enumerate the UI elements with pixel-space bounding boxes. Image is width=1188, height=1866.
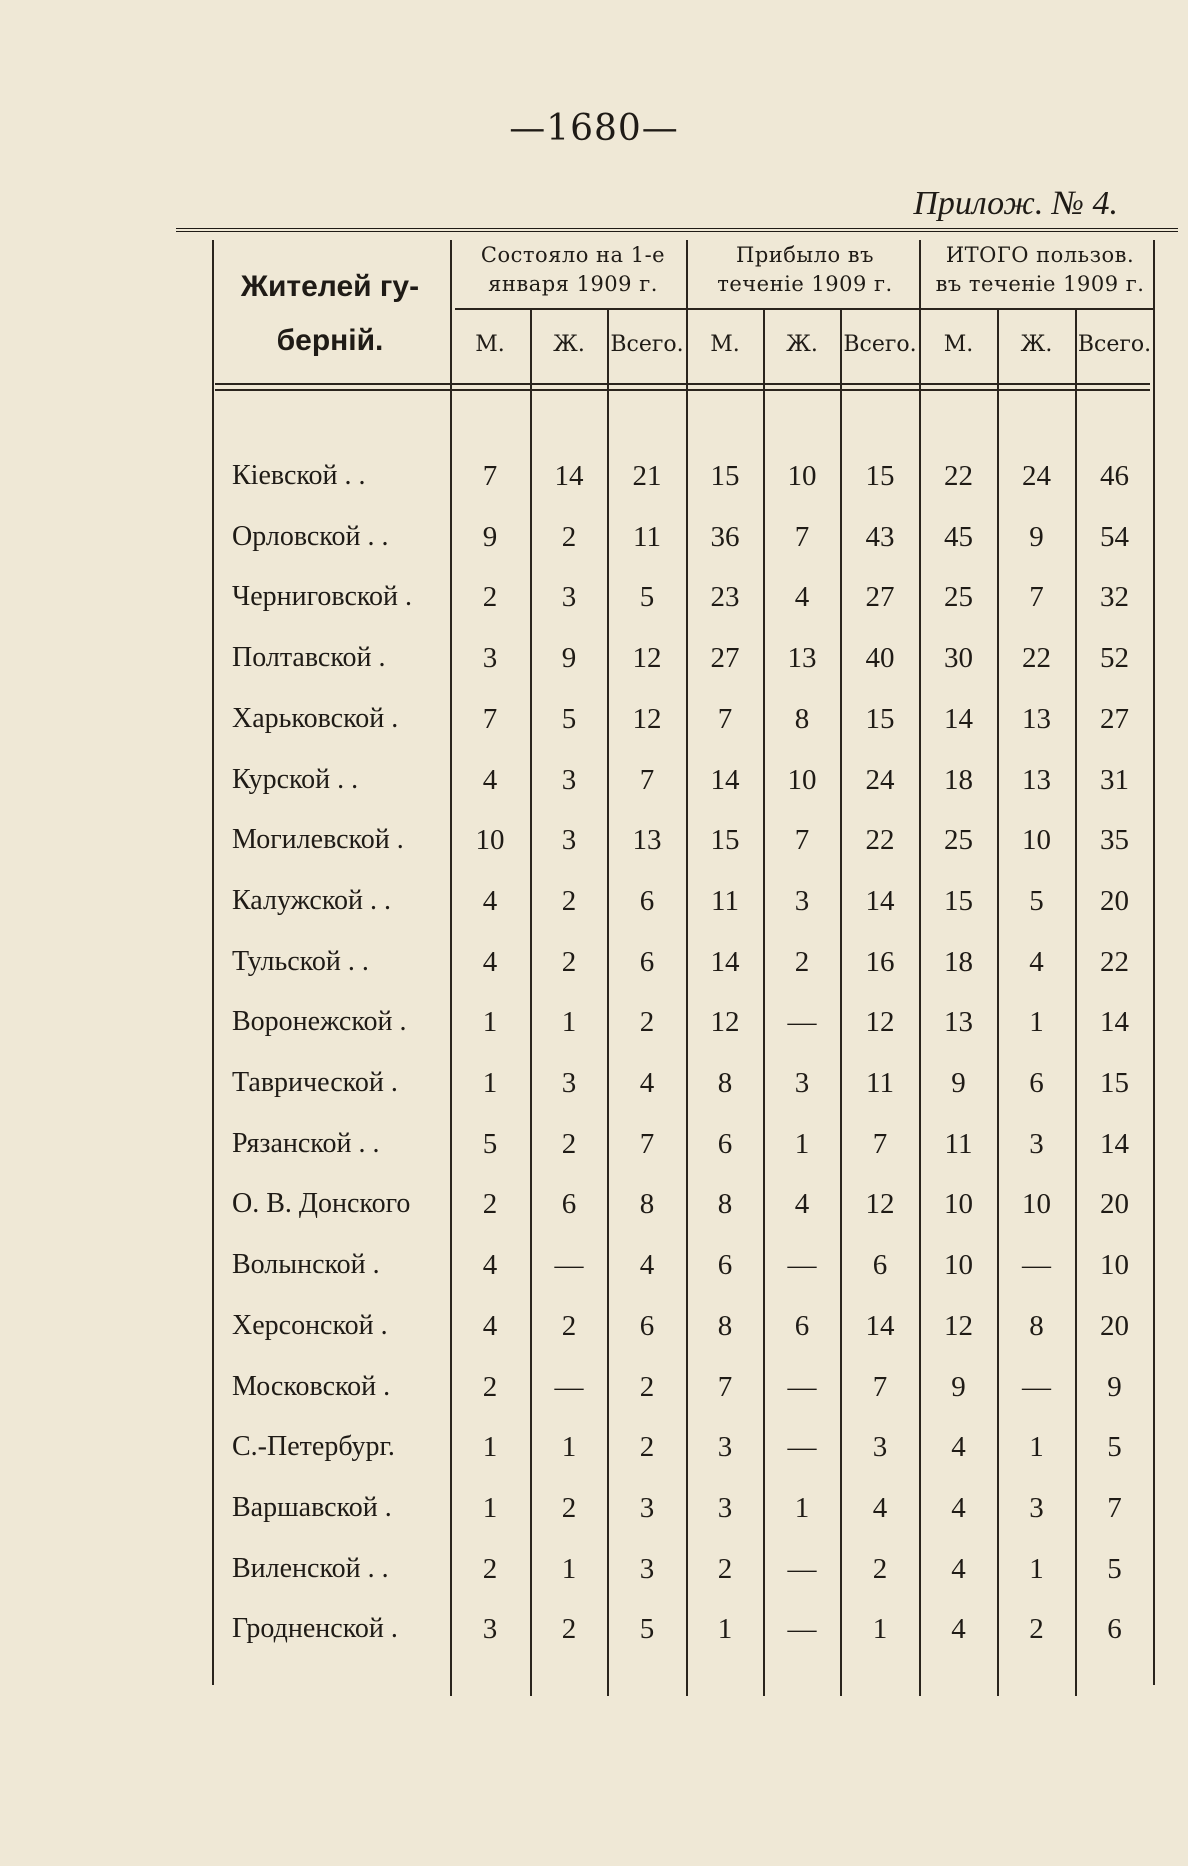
table-cell: 54 (1100, 521, 1129, 553)
table-cell: 14 (1100, 1006, 1129, 1038)
column-divider (607, 310, 609, 1696)
subheader-zh: Ж. (553, 332, 585, 357)
table-cell: 14 (865, 1310, 895, 1342)
table-cell: 4 (482, 1310, 498, 1342)
table-cell: 1 (482, 1006, 498, 1038)
table-cell: 8 (717, 1067, 733, 1099)
table-left-border (212, 240, 214, 1685)
table-cell: 1 (482, 1492, 498, 1524)
subheader-zh: Ж. (1020, 332, 1053, 357)
table-cell: 27 (865, 581, 895, 613)
table-cell: 3 (561, 1067, 577, 1099)
table-cell: 4 (951, 1553, 966, 1585)
table-cell: 40 (865, 642, 895, 674)
table-right-border (1153, 240, 1155, 1685)
table-cell: 16 (865, 946, 895, 978)
table-cell: 1 (872, 1613, 888, 1645)
table-cell: 2 (561, 521, 577, 553)
table-cell: 4 (482, 1249, 498, 1281)
row-name: Черниговской . (232, 581, 413, 612)
table-cell: 9 (1029, 521, 1044, 553)
table-cell: 25 (944, 824, 973, 856)
table-cell: 3 (482, 642, 498, 674)
table-cell: 1 (561, 1553, 577, 1585)
table-cell: 4 (794, 1188, 810, 1220)
table-cell: 2 (872, 1553, 888, 1585)
table-cell: 10 (787, 460, 817, 492)
table-cell: 7 (794, 521, 810, 553)
table-cell: 6 (717, 1249, 733, 1281)
table-cell: 9 (482, 521, 498, 553)
table-cell: 3 (639, 1553, 655, 1585)
table-cell: 7 (794, 824, 810, 856)
table-cell: 1 (482, 1431, 498, 1463)
table-cell: 15 (710, 460, 740, 492)
table-cell: 30 (944, 642, 973, 674)
top-rule (176, 228, 1178, 232)
table-cell: 8 (1029, 1310, 1044, 1342)
table-cell: 4 (794, 581, 810, 613)
table-cell: 5 (482, 1128, 498, 1160)
table-cell: 3 (482, 1613, 498, 1645)
table-cell: 9 (951, 1371, 966, 1403)
table-cell: 15 (944, 885, 973, 917)
table-cell: 3 (1029, 1128, 1044, 1160)
table-cell: 14 (554, 460, 584, 492)
table-cell: 10 (475, 824, 505, 856)
subheader-m: М. (475, 332, 505, 357)
column-divider (997, 310, 999, 1696)
table-cell: 43 (865, 521, 895, 553)
subheader-total: Всего. (610, 332, 684, 357)
table-cell: — (787, 1613, 817, 1645)
table-cell: 27 (1100, 703, 1129, 735)
row-name: Орловской . . (232, 521, 389, 552)
table-cell: 1 (717, 1613, 733, 1645)
row-name: Могилевской . (232, 824, 404, 855)
table-cell: 7 (1029, 581, 1044, 613)
table-cell: 8 (717, 1310, 733, 1342)
table-cell: 2 (1029, 1613, 1044, 1645)
table-cell: 4 (1029, 946, 1044, 978)
table-cell: 2 (561, 1310, 577, 1342)
table-cell: 5 (561, 703, 577, 735)
table-cell: 7 (482, 703, 498, 735)
table-cell: — (1022, 1249, 1051, 1281)
row-name: Московской . (232, 1371, 391, 1402)
table-cell: — (787, 1249, 817, 1281)
table-cell: 15 (710, 824, 740, 856)
subheader-m: М. (710, 332, 740, 357)
table-cell: 10 (1022, 1188, 1051, 1220)
group-title-arrived: Прибыло въ теченіе 1909 г. (717, 243, 893, 296)
row-name: Гродненской . (232, 1613, 398, 1644)
row-name: Калужской . . (232, 885, 392, 916)
table-cell: 32 (1100, 581, 1129, 613)
column-divider (763, 310, 765, 1696)
table-cell: 14 (865, 885, 895, 917)
group-title-total: ИТОГО пользов. въ теченіе 1909 г. (935, 243, 1145, 296)
table-cell: 13 (1022, 764, 1051, 796)
table-cell: 6 (872, 1249, 888, 1281)
table-cell: 5 (1107, 1553, 1122, 1585)
table-cell: 11 (944, 1128, 973, 1160)
row-name: Таврической . (232, 1067, 398, 1098)
table-cell: 8 (639, 1188, 655, 1220)
table-cell: 3 (794, 1067, 810, 1099)
table-cell: 22 (944, 460, 973, 492)
row-name: Херсонской . (232, 1310, 388, 1341)
appendix-label: Прилож. № 4. (913, 185, 1118, 222)
table-cell: 3 (717, 1431, 733, 1463)
table-cell: 3 (639, 1492, 655, 1524)
table-cell: 13 (1022, 703, 1051, 735)
table-cell: 22 (1100, 946, 1129, 978)
table-cell: 5 (639, 581, 655, 613)
table-cell: 18 (944, 946, 973, 978)
table-cell: 7 (639, 764, 655, 796)
subheader-total: Всего. (843, 332, 917, 357)
table-cell: 31 (1100, 764, 1129, 796)
table-cell: 10 (787, 764, 817, 796)
group-title-existing: Состояло на 1-е января 1909 г. (480, 243, 666, 296)
table-cell: 4 (639, 1249, 655, 1281)
table-cell: 13 (944, 1006, 973, 1038)
table-cell: 24 (865, 764, 895, 796)
table-cell: 35 (1100, 824, 1129, 856)
table-cell: 23 (710, 581, 740, 613)
table-cell: 3 (561, 764, 577, 796)
table-cell: 9 (1107, 1371, 1122, 1403)
table-cell: 6 (1029, 1067, 1044, 1099)
subheader-total: Всего. (1077, 332, 1152, 357)
table-cell: 2 (639, 1431, 655, 1463)
table-cell: 4 (951, 1613, 966, 1645)
table-cell: 7 (872, 1128, 888, 1160)
table-cell: 12 (865, 1188, 895, 1220)
table-cell: 36 (710, 521, 740, 553)
table-cell: 14 (710, 764, 740, 796)
table-cell: 8 (717, 1188, 733, 1220)
table-cell: 7 (872, 1371, 888, 1403)
table-cell: — (787, 1006, 817, 1038)
row-name: Кіевской . . (232, 460, 366, 491)
table-cell: 4 (951, 1431, 966, 1463)
table-cell: 2 (561, 1613, 577, 1645)
table-cell: 12 (710, 1006, 740, 1038)
row-name: С.-Петербург. (232, 1431, 395, 1462)
table-cell: 6 (717, 1128, 733, 1160)
table-cell: 52 (1100, 642, 1129, 674)
table-cell: 21 (632, 460, 662, 492)
table-cell: 2 (639, 1006, 655, 1038)
table-cell: — (787, 1431, 817, 1463)
table-cell: 20 (1100, 1188, 1129, 1220)
table-cell: 10 (1100, 1249, 1129, 1281)
table-cell: 3 (561, 824, 577, 856)
table-cell: 1 (1029, 1553, 1044, 1585)
table-cell: 5 (639, 1613, 655, 1645)
table-cell: 2 (482, 1371, 498, 1403)
table-cell: 2 (561, 885, 577, 917)
table-cell: — (787, 1553, 817, 1585)
table-cell: 13 (787, 642, 817, 674)
table-cell: 6 (794, 1310, 810, 1342)
table-cell: 18 (944, 764, 973, 796)
table-cell: 7 (717, 1371, 733, 1403)
subheader-zh: Ж. (786, 332, 818, 357)
row-name: Тульской . . (232, 946, 369, 977)
table-cell: 2 (561, 1128, 577, 1160)
table-cell: 25 (944, 581, 973, 613)
table-cell: 1 (794, 1128, 810, 1160)
table-cell: 2 (561, 946, 577, 978)
table-cell: 10 (944, 1249, 973, 1281)
table-cell: 10 (1022, 824, 1051, 856)
table-cell: 2 (561, 1492, 577, 1524)
table-cell: 3 (872, 1431, 888, 1463)
table-cell: 1 (794, 1492, 810, 1524)
table-cell: 2 (794, 946, 810, 978)
table-cell: 7 (717, 703, 733, 735)
row-name: Варшавской . (232, 1492, 392, 1523)
table-cell: 20 (1100, 1310, 1129, 1342)
table-cell: 45 (944, 521, 973, 553)
row-name: Рязанской . . (232, 1128, 380, 1159)
table-cell: 1 (561, 1431, 577, 1463)
table-cell: 6 (639, 946, 655, 978)
table-cell: 3 (717, 1492, 733, 1524)
table-cell: 46 (1100, 460, 1129, 492)
table-cell: 9 (561, 642, 577, 674)
table-cell: 15 (865, 703, 895, 735)
table-cell: 4 (482, 885, 498, 917)
table-cell: 12 (944, 1310, 973, 1342)
table-cell: 4 (482, 946, 498, 978)
table-cell: 6 (561, 1188, 577, 1220)
table-cell: 1 (1029, 1431, 1044, 1463)
table-cell: 4 (872, 1492, 888, 1524)
table-cell: 24 (1022, 460, 1051, 492)
table-cell: 12 (632, 703, 662, 735)
row-name: Воронежской . (232, 1006, 407, 1037)
table-cell: 22 (865, 824, 895, 856)
row-name: Полтавской . (232, 642, 386, 673)
table-cell: 10 (944, 1188, 973, 1220)
table-cell: 2 (639, 1371, 655, 1403)
column-divider (1075, 310, 1077, 1696)
table-cell: 3 (561, 581, 577, 613)
table-cell: 20 (1100, 885, 1129, 917)
table-cell: 14 (944, 703, 973, 735)
table-cell: 2 (482, 1553, 498, 1585)
table-cell: 15 (865, 460, 895, 492)
table-cell: 6 (639, 885, 655, 917)
group-underline (455, 308, 1155, 310)
table-cell: 15 (1100, 1067, 1129, 1099)
row-header: Жителей гу- берній. (240, 270, 420, 357)
table-cell: 2 (482, 1188, 498, 1220)
row-name: Харьковской . (232, 703, 399, 734)
table-cell: 12 (632, 642, 662, 674)
row-name: Волынской . (232, 1249, 380, 1280)
table-cell: 7 (1107, 1492, 1122, 1524)
table-cell: 11 (711, 885, 739, 917)
page-number: —1680— (509, 108, 679, 149)
header-rule (215, 383, 1150, 385)
table-cell: 27 (710, 642, 740, 674)
table-cell: 2 (717, 1553, 733, 1585)
row-name: Виленской . . (232, 1553, 389, 1584)
table-cell: 8 (794, 703, 810, 735)
row-name: Курской . . (232, 764, 359, 795)
table-cell: 4 (482, 764, 498, 796)
table-cell: 6 (1107, 1613, 1122, 1645)
table-cell: 3 (794, 885, 810, 917)
table-cell: 7 (482, 460, 498, 492)
table-cell: 11 (633, 521, 661, 553)
column-divider (840, 310, 842, 1696)
table-cell: 9 (951, 1067, 966, 1099)
table-cell: — (554, 1371, 584, 1403)
table-cell: 2 (482, 581, 498, 613)
table-cell: 5 (1029, 885, 1044, 917)
table-cell: 22 (1022, 642, 1051, 674)
table-cell: 1 (482, 1067, 498, 1099)
column-divider (530, 310, 532, 1696)
table-cell: 4 (951, 1492, 966, 1524)
table-cell: 7 (639, 1128, 655, 1160)
table-cell: 6 (639, 1310, 655, 1342)
table-cell: — (1022, 1371, 1051, 1403)
table-cell: 12 (865, 1006, 895, 1038)
table-cell: 11 (866, 1067, 894, 1099)
table-cell: — (554, 1249, 584, 1281)
table-cell: 14 (1100, 1128, 1129, 1160)
table-cell: 3 (1029, 1492, 1044, 1524)
header-rule-2 (215, 389, 1150, 391)
subheader-m: М. (943, 332, 974, 357)
table-cell: 5 (1107, 1431, 1122, 1463)
table-cell: 13 (632, 824, 662, 856)
table-cell: 1 (1029, 1006, 1044, 1038)
table-cell: 14 (710, 946, 740, 978)
row-name: О. В. Донского (232, 1188, 411, 1219)
table-cell: 1 (561, 1006, 577, 1038)
table-cell: 4 (639, 1067, 655, 1099)
table-cell: — (787, 1371, 817, 1403)
